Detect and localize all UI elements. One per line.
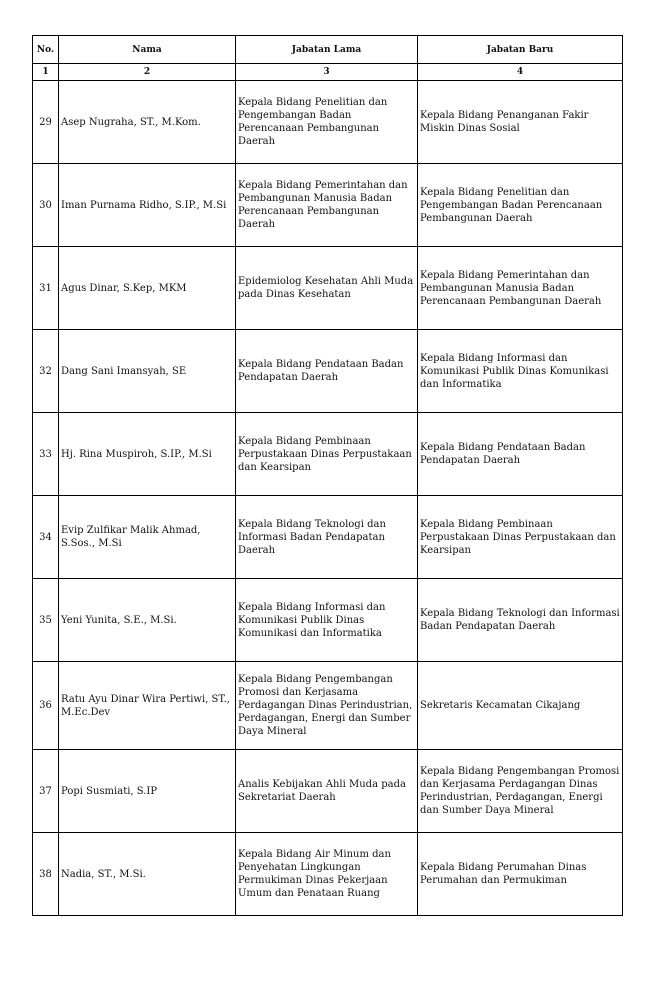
- cell-no: 31: [33, 247, 59, 330]
- cell-no: 32: [33, 330, 59, 413]
- cell-nama: Yeni Yunita, S.E., M.Si.: [59, 579, 236, 662]
- table-row: [33, 81, 623, 164]
- cell-jabatan-lama: Kepala Bidang Air Minum dan Penyehatan Lingkungan Permukiman Dinas Pekerjaan Umum dan Penataan Ruang: [236, 833, 418, 916]
- cell-jabatan-lama: Kepala Bidang Informasi dan Komunikasi Publik Dinas Komunikasi dan Informatika: [236, 579, 418, 662]
- column-number: 3: [236, 64, 418, 81]
- header-row: [33, 36, 623, 64]
- cell-jabatan-lama: Analis Kebijakan Ahli Muda pada Sekretariat Daerah: [236, 750, 418, 833]
- table-row: [33, 330, 623, 413]
- cell-jabatan-lama: Kepala Bidang Pembinaan Perpustakaan Dinas Perpustakaan dan Kearsipan: [236, 413, 418, 496]
- cell-nama: Asep Nugraha, ST., M.Kom.: [59, 81, 236, 164]
- cell-no: 29: [33, 81, 59, 164]
- cell-nama: Hj. Rina Muspiroh, S.IP., M.Si: [59, 413, 236, 496]
- cell-jabatan-lama: Kepala Bidang Penelitian dan Pengembangan Badan Perencanaan Pembangunan Daerah: [236, 81, 418, 164]
- table-row: [33, 833, 623, 916]
- cell-no: 33: [33, 413, 59, 496]
- cell-jabatan-lama: Epidemiolog Kesehatan Ahli Muda pada Dinas Kesehatan: [236, 247, 418, 330]
- column-number-row: [33, 64, 623, 81]
- header-jabatan-lama: Jabatan Lama: [236, 36, 418, 64]
- cell-jabatan-lama: Kepala Bidang Pemerintahan dan Pembangunan Manusia Badan Perencanaan Pembangunan Daerah: [236, 164, 418, 247]
- cell-no: 37: [33, 750, 59, 833]
- header-no: No.: [33, 36, 59, 64]
- table-row: [33, 750, 623, 833]
- cell-jabatan-baru: Sekretaris Kecamatan Cikajang: [418, 662, 623, 750]
- cell-no: 30: [33, 164, 59, 247]
- table-row: [33, 413, 623, 496]
- cell-jabatan-lama: Kepala Bidang Teknologi dan Informasi Badan Pendapatan Daerah: [236, 496, 418, 579]
- cell-jabatan-baru: Kepala Bidang Penanganan Fakir Miskin Dinas Sosial: [418, 81, 623, 164]
- column-number: 4: [418, 64, 623, 81]
- cell-jabatan-baru: Kepala Bidang Pemerintahan dan Pembangunan Manusia Badan Perencanaan Pembangunan Daerah: [418, 247, 623, 330]
- cell-jabatan-baru: Kepala Bidang Pembinaan Perpustakaan Dinas Perpustakaan dan Kearsipan: [418, 496, 623, 579]
- cell-jabatan-lama: Kepala Bidang Pengembangan Promosi dan Kerjasama Perdagangan Dinas Perindustrian, Perdagangan, Energi dan Sumber Daya Mineral: [236, 662, 418, 750]
- cell-jabatan-baru: Kepala Bidang Teknologi dan Informasi Badan Pendapatan Daerah: [418, 579, 623, 662]
- cell-nama: Nadia, ST., M.Si.: [59, 833, 236, 916]
- cell-jabatan-baru: Kepala Bidang Pengembangan Promosi dan Kerjasama Perdagangan Dinas Perindustrian, Perdagangan, Energi dan Sumber Daya Mineral: [418, 750, 623, 833]
- header-jabatan-baru: Jabatan Baru: [418, 36, 623, 64]
- cell-nama: Dang Sani Imansyah, SE: [59, 330, 236, 413]
- table-row: [33, 662, 623, 750]
- cell-no: 34: [33, 496, 59, 579]
- cell-jabatan-baru: Kepala Bidang Perumahan Dinas Perumahan dan Permukiman: [418, 833, 623, 916]
- cell-jabatan-baru: Kepala Bidang Informasi dan Komunikasi Publik Dinas Komunikasi dan Informatika: [418, 330, 623, 413]
- cell-jabatan-lama: Kepala Bidang Pendataan Badan Pendapatan Daerah: [236, 330, 418, 413]
- mutasi-jabatan-table: [32, 35, 623, 916]
- cell-no: 36: [33, 662, 59, 750]
- table-row: [33, 496, 623, 579]
- cell-nama: Popi Susmiati, S.IP: [59, 750, 236, 833]
- table-row: [33, 579, 623, 662]
- column-number: 1: [33, 64, 59, 81]
- cell-nama: Evip Zulfikar Malik Ahmad, S.Sos., M.Si: [59, 496, 236, 579]
- table-row: [33, 164, 623, 247]
- cell-nama: Ratu Ayu Dinar Wira Pertiwi, ST., M.Ec.Dev: [59, 662, 236, 750]
- table-row: [33, 247, 623, 330]
- cell-no: 35: [33, 579, 59, 662]
- cell-jabatan-baru: Kepala Bidang Pendataan Badan Pendapatan Daerah: [418, 413, 623, 496]
- cell-jabatan-baru: Kepala Bidang Penelitian dan Pengembangan Badan Perencanaan Pembangunan Daerah: [418, 164, 623, 247]
- header-nama: Nama: [59, 36, 236, 64]
- cell-nama: Iman Purnama Ridho, S.IP., M.Si: [59, 164, 236, 247]
- cell-no: 38: [33, 833, 59, 916]
- column-number: 2: [59, 64, 236, 81]
- cell-nama: Agus Dinar, S.Kep, MKM: [59, 247, 236, 330]
